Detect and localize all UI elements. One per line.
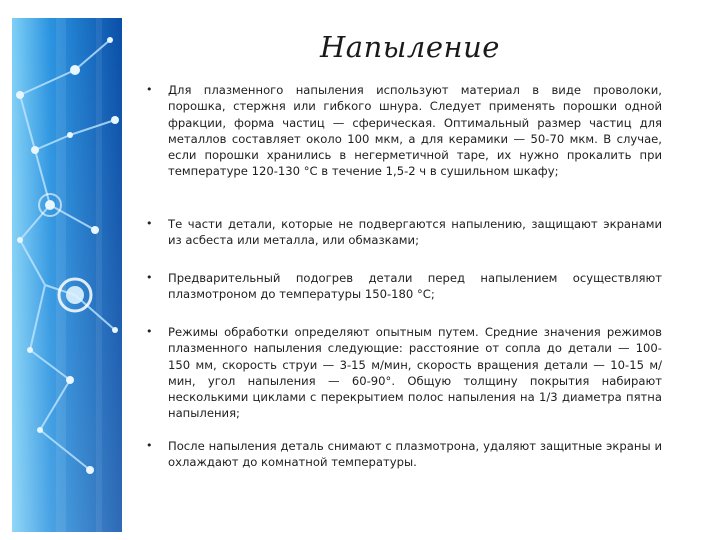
slide-title: Напыление [320,30,500,64]
bullet-text: Предварительный подогрев детали перед напылением осуществляют плазмотроном до температуры 150-180 °С; [168,271,662,302]
bullet-symbol: • [146,83,153,96]
bullet-symbol: • [146,439,153,452]
bullet-text: Режимы обработки определяют опытным путем. Средние значения режимов плазменного напыления следующие: расстояние от сопла до детали — 100-150 мм, скорость струи — 3-15 м/мин, скорость вращения детали — 10-15 м/мин, угол напыления — 60-90°. Общую толщину покрытия набирают несколькими циклами с перекрытием полос напыления на 1/3 диаметра пятна напыления; [168,325,662,421]
bullet-text: Те части детали, которые не подвергаются напылению, защищают экранами из асбеста или металла, или обмазками; [168,217,662,248]
decorative-side-panel [0,0,134,540]
bullet-symbol: • [146,325,153,338]
bullet-text: Для плазменного напыления используют материал в виде проволоки, порошка, стержня или гибкого шнура. Следует применять порошки одной фракции, форма частиц — сферическая. Оптимальный размер частиц для металлов составляет около 100 мкм, а для керамики — 50-70 мкм. В случае, если порошки хранились в негерметичной таре, их нужно прокалить при температуре 120-130 °С в течение 1,5-2 ч в сушильном шкафу; [168,83,662,179]
bullet-symbol: • [146,217,153,230]
bullet-text: После напыления деталь снимают с плазмотрона, удаляют защитные экраны и охлаждают до комнатной температуры. [168,439,662,470]
molecule-network-graphic [0,0,134,540]
bullet-symbol: • [146,271,153,284]
